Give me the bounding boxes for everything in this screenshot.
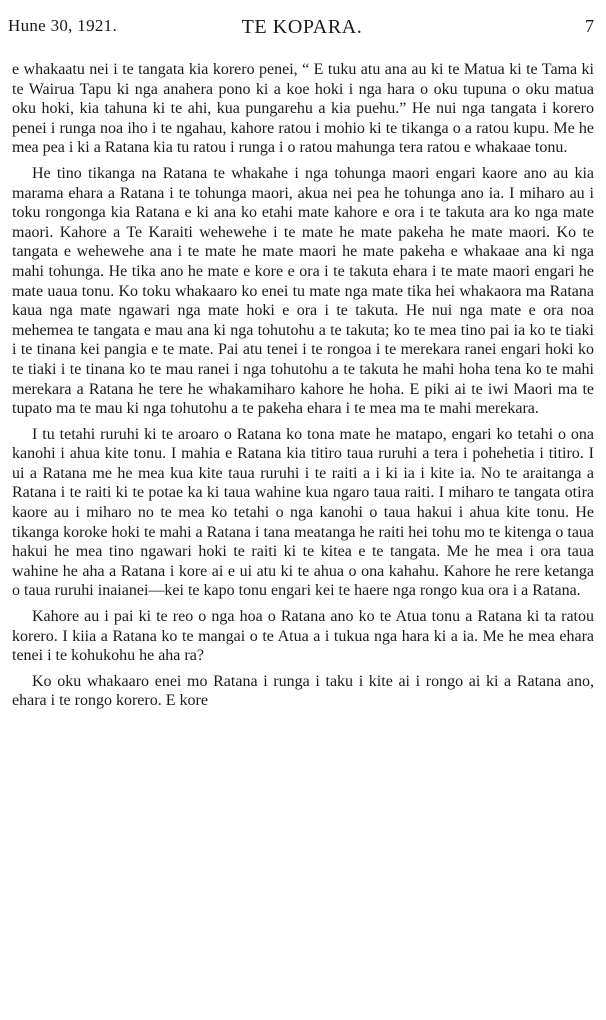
paragraph-tohunga: He tino tikanga na Ratana te whakahe i nga tohunga maori engari kaore ano au kia marama ehara a Ratana i te tohunga maori, akua nei pea he tohunga ano ia. I miharo au i toku rongonga kia Ratana e ki ana ko etahi mate kahore e ora i te takuta ara ko nga mate maori. Kahore a Te Karaiti wehewehe i te mate he mate pakeha he mate maori. Ko te tangata e wehewehe ana i te mate he mate maori he mate pakeha e whakaae ana ki nga mahi tohunga. He tika ano he mate e kore e ora i te takuta ehara i te mate maori engari he mate uaua tonu. Ko toku whakaaro ko enei tu mate nga mate tika hei whakaora ma Ratana kaua nga mate ngawari nga mate hoki e ora i te takuta. He nui nga mate e ora noa mehemea te tangata e mau ana ki nga tohutohu a te takuta; ko te mea tino pai ia ko te tiaki i te tinana kei pangia e te mate. Pai atu tenei i te rongoa i te merekara ranei engari hoki ko te tiaki i te tinana ko te mau ranei i nga tohutohu a te takuta he mahi hoha tena ko te mahi merekara a Ratana he tere he whakamiharo kahore he hoha. E piki ai te iwi Maori ma te tupato ma te mau ki nga tohutohu a te pakeha ehara i te mea ma te mahi merekara. <box>12 164 594 418</box>
paragraph-whakaaro: Ko oku whakaaro enei mo Ratana i runga i taku i kite ai i rongo ai ki a Ratana ano, ehara i te rongo korero. E kore <box>12 672 594 710</box>
publication-title: TE KOPARA. <box>241 16 363 38</box>
page-number: 7 <box>585 16 594 36</box>
page-header <box>8 16 596 46</box>
paragraph-continued: e whakaatu nei i te tangata kia korero penei, “ E tuku atu ana au ki te Matua ki te Tama ki te Wairua Tapu ki nga anahera pono ki a koe hoki i nga hara o oku tupuna o oku matua oku hoki, kia tahuna ki te ahi, kua pungarehu a kia puehu.” He nui nga tangata i korero penei i runga noa iho i te ngahau, kahore ratou i mohio ki te tikanga o a ratou kupu. Me he mea pea i ki a Ratana kia tu ratou i runga i o ratou mahunga tera ratou e whakaae tonu. <box>12 61 594 157</box>
paragraph-hoa: Kahore au i pai ki te reo o nga hoa o Ratana ano ko te Atua tonu a Ratana ki ta ratou korero. I kiia a Ratana ko te mangai o te Atua a i tukua nga hara ki a ia. Me he mea ehara tenei i te kohukohu he aha ra? <box>12 608 594 665</box>
issue-date: Hune 30, 1921. <box>8 16 118 35</box>
article-body <box>12 60 594 717</box>
paragraph-ruruhi: I tu tetahi ruruhi ki te aroaro o Ratana ko tona mate he matapo, engari ko tetahi o ona kanohi i ahua kite tonu. I mahia e Ratana kia titiro taua ruruhi a tera i pohehetia i titiro. I ui a Ratana me he mea kua kite taua ruruhi i te raiti a i ki ia i kite ia. No te araitanga a Ratana i te raiti ki te potae ka ki taua wahine kua ngaro taua raiti. I miharo te tangata otira kaore au i miharo no te mea ko tetahi o nga kanohi o taua hakui i ahua kite tonu. He tikanga koroke hoki te mahi a Ratana i tana meatanga he raiti hei tohu mo te kitenga o taua hakui he mea tino ngawari hoki te raiti ki te kitea e te tangata. Me he mea i ora taua wahine he aha a Ratana i kore ai e ui atu ki te ahua o ona kahahu. Kahore he rere ketanga o taua ruruhi inaianei—kei te kapo tonu engari kei te haere nga rongo kua ora i a Ratana. <box>12 425 595 600</box>
